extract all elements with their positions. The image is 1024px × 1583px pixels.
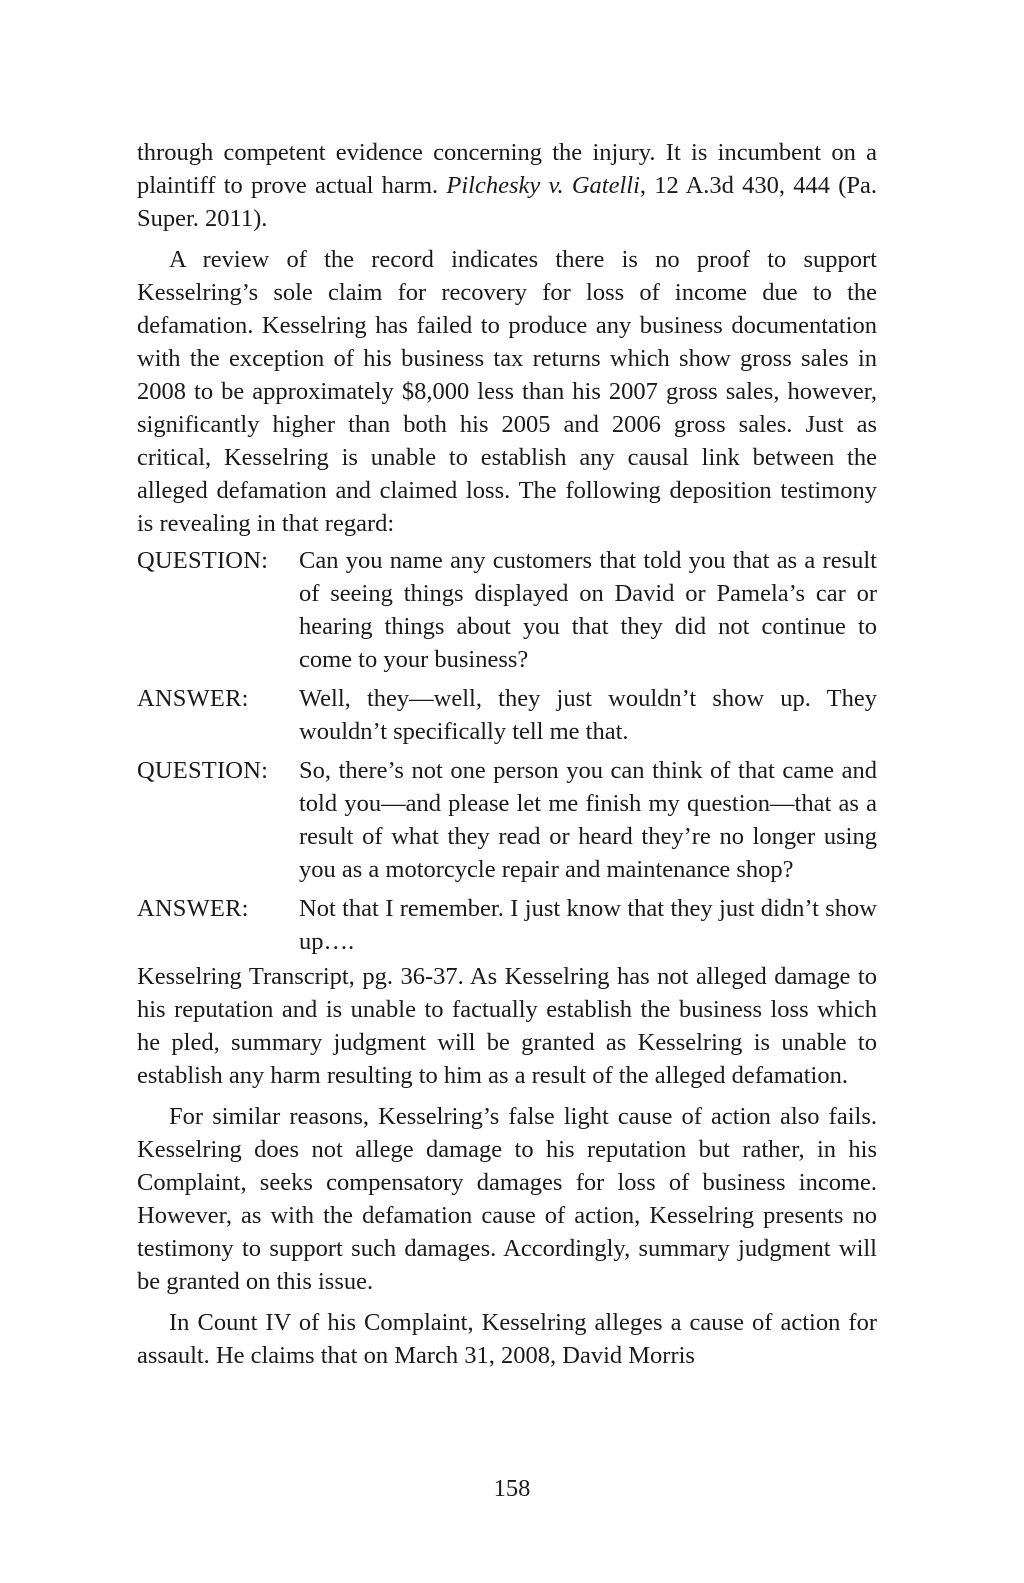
deposition-testimony <box>137 544 877 958</box>
testimony-text: Not that I remember. I just know that they just didn’t show up…. <box>299 895 877 955</box>
testimony-item <box>137 754 877 886</box>
paragraph-3: Kesselring Transcript, pg. 36-37. As Kesselring has not alleged damage to his reputation and is unable to factually establish the business loss which he pled, summary judgment will be granted as Kesselring is unable to establish any harm resulting to him as a result of the alleged defamation. <box>137 963 877 1089</box>
testimony-label: QUESTION: <box>137 757 269 784</box>
testimony-item <box>137 892 877 958</box>
document-body <box>137 136 877 1372</box>
testimony-text: Can you name any customers that told you that as a result of seeing things displayed on David or Pamela’s car or hearing things about you that they did not continue to come to your business? <box>299 547 877 673</box>
paragraph-1-text-b: , 12 A.3d 430, 444 (Pa. Super. 2011). <box>137 172 877 232</box>
paragraph-5: In Count IV of his Complaint, Kesselring alleges a cause of action for assault. He claims that on March 31, 2008, David Morris <box>137 1309 877 1369</box>
paragraph-2: A review of the record indicates there is no proof to support Kesselring’s sole claim for recovery for loss of income due to the defamation. Kesselring has failed to produce any business documentation with the exception of his business tax returns which show gross sales in 2008 to be approximately $8,000 less than his 2007 gross sales, however, significantly higher than both his 2005 and 2006 gross sales. Just as critical, Kesselring is unable to establish any causal link between the alleged defamation and claimed loss. The following deposition testimony is revealing in that regard: <box>137 246 877 537</box>
testimony-label: QUESTION: <box>137 547 269 574</box>
paragraph-4: For similar reasons, Kesselring’s false light cause of action also fails. Kesselring does not allege damage to his reputation but rather, in his Complaint, seeks compensatory damages for loss of business income. However, as with the defamation cause of action, Kesselring presents no testimony to support such damages. Accordingly, summary judgment will be granted on this issue. <box>137 1103 877 1295</box>
paragraph-1-text-a: through competent evidence concerning the injury. It is incumbent on a plaintiff to prove actual harm. <box>137 139 877 199</box>
case-citation-name: Pilchesky v. Gatelli <box>446 172 640 199</box>
testimony-item <box>137 682 877 748</box>
testimony-label: ANSWER: <box>137 895 249 922</box>
testimony-item <box>137 544 877 676</box>
paragraph-1 <box>137 136 877 235</box>
testimony-text: So, there’s not one person you can think of that came and told you—and please let me finish my question—that as a result of what they read or heard they’re no longer using you as a motorcycle repair and maintenance shop? <box>299 757 877 883</box>
testimony-text: Well, they—well, they just wouldn’t show up. They wouldn’t specifically tell me that. <box>299 685 877 745</box>
page-number: 158 <box>493 1475 531 1502</box>
testimony-label: ANSWER: <box>137 685 249 712</box>
